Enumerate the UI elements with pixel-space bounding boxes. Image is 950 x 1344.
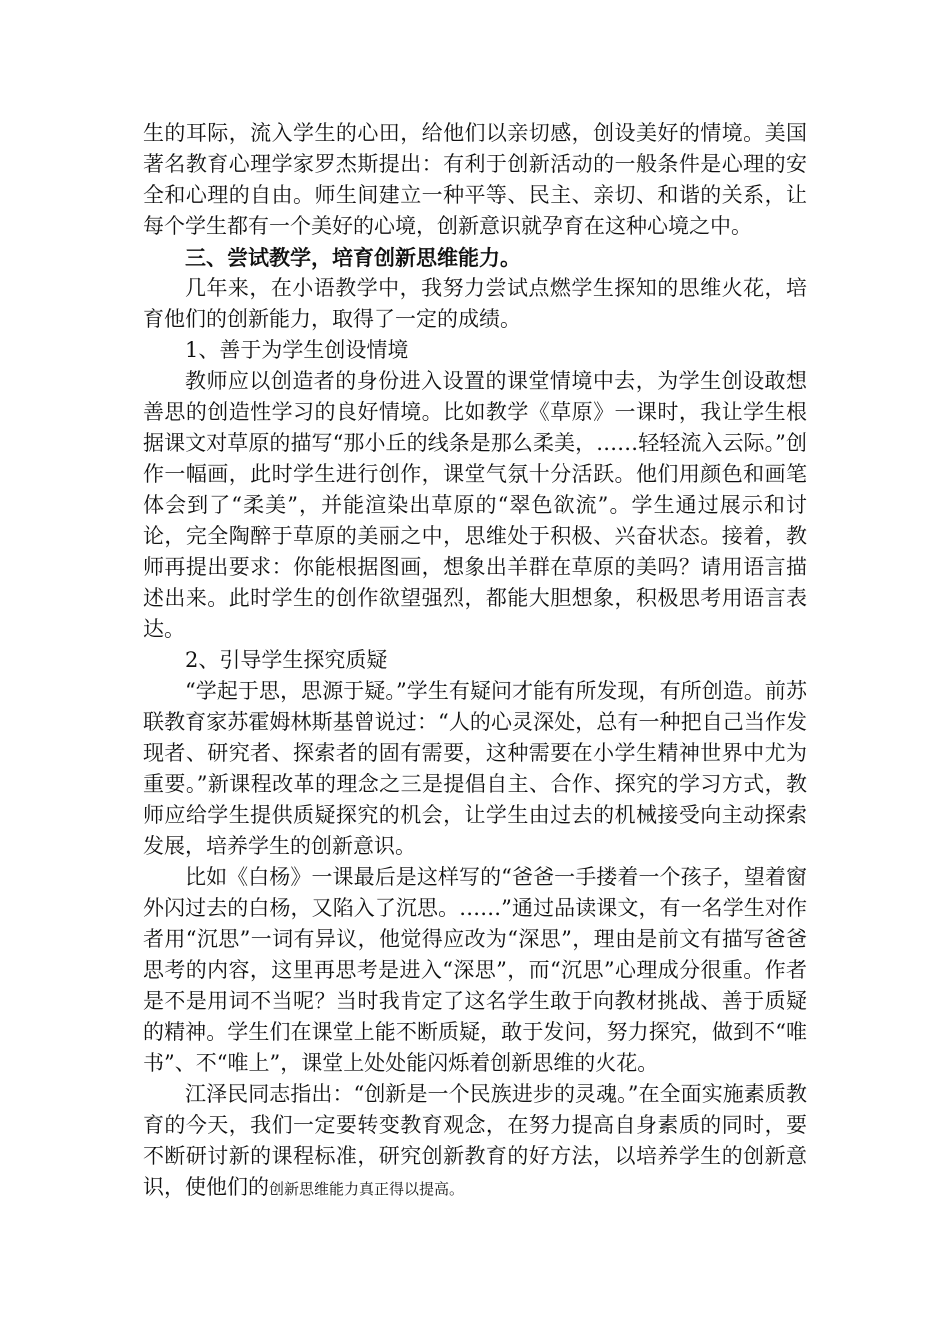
paragraph-conclusion xyxy=(143,1079,807,1205)
paragraph-inquiry: “学起于思，思源于疑。”学生有疑问才能有所发现，有所创造。前苏联教育家苏霍姆林斯基曾说过：“人的心灵深处，总有一种把自己当作发现者、研究者、探索者的固有需要，这种需要在小学生精神世界中尤为重要。”新课程改革的理念之三是提倡自主、合作、探究的学习方式，教师应给学生提供质疑探究的机会，让学生由过去的机械接受向主动探索发展，培养学生的创新意识。 xyxy=(143,679,807,858)
subheading-1: 1、善于为学生创设情境 xyxy=(185,338,409,362)
paragraph-section-intro: 几年来，在小语教学中，我努力尝试点燃学生探知的思维火花，培育他们的创新能力，取得了一定的成绩。 xyxy=(143,276,807,331)
paragraph-situation: 教师应以创造者的身份进入设置的课堂情境中去，为学生创设敢想善思的创造性学习的良好情境。比如教学《草原》一课时，我让学生根据课文对草原的描写“那小丘的线条是那么柔美，……轻轻流入云际。”创作一幅画，此时学生进行创作，课堂气氛十分活跃。他们用颜色和画笔体会到了“柔美”，并能渲染出草原的“翠色欲流”。学生通过展示和讨论，完全陶醉于草原的美丽之中，思维处于积极、兴奋状态。接着，教师再提出要求：你能根据图画，想象出羊群在草原的美吗？请用语言描述出来。此时学生的创作欲望强烈，都能大胆想象，积极思考用语言表达。 xyxy=(143,369,807,641)
conclusion-main-text: 江泽民同志指出：“创新是一个民族进步的灵魂。”在全面实施素质教育的今天，我们一定要转变教育观念，在努力提高自身素质的同时，要不断研讨新的课程标准，研究创新教育的好方法，以培养学生的创新意识，使他们的 xyxy=(143,1082,807,1199)
paragraph-example-baiyang: 比如《白杨》一课最后是这样写的“爸爸一手搂着一个孩子，望着窗外闪过去的白杨，又陷入了沉思。……”通过品读课文，有一名学生对作者用“沉思”一词有异议，他觉得应改为“深思”，理由是前文有描写爸爸思考的内容，这里再思考是进入“深思”，而“沉思”心理成分很重。作者是不是用词不当呢？当时我肯定了这名学生敢于向教材挑战、善于质疑的精神。学生们在课堂上能不断质疑，敢于发问，努力探究，做到不“唯书”、不“唯上”，课堂上处处能闪烁着创新思维的火花。 xyxy=(143,865,807,1075)
conclusion-tail-text: 创新思维能力真正得以提高。 xyxy=(269,1180,465,1198)
subheading-2: 2、引导学生探究质疑 xyxy=(185,648,388,672)
paragraph-intro: 生的耳际，流入学生的心田，给他们以亲切感，创设美好的情境。美国著名教育心理学家罗杰斯提出：有利于创新活动的一般条件是心理的安全和心理的自由。师生间建立一种平等、民主、亲切、和谐的关系，让每个学生都有一个美好的心境，创新意识就孕育在这种心境之中。 xyxy=(143,121,807,238)
document-body xyxy=(143,118,807,1205)
section-heading-3: 三、尝试教学，培育创新思维能力。 xyxy=(185,245,521,270)
